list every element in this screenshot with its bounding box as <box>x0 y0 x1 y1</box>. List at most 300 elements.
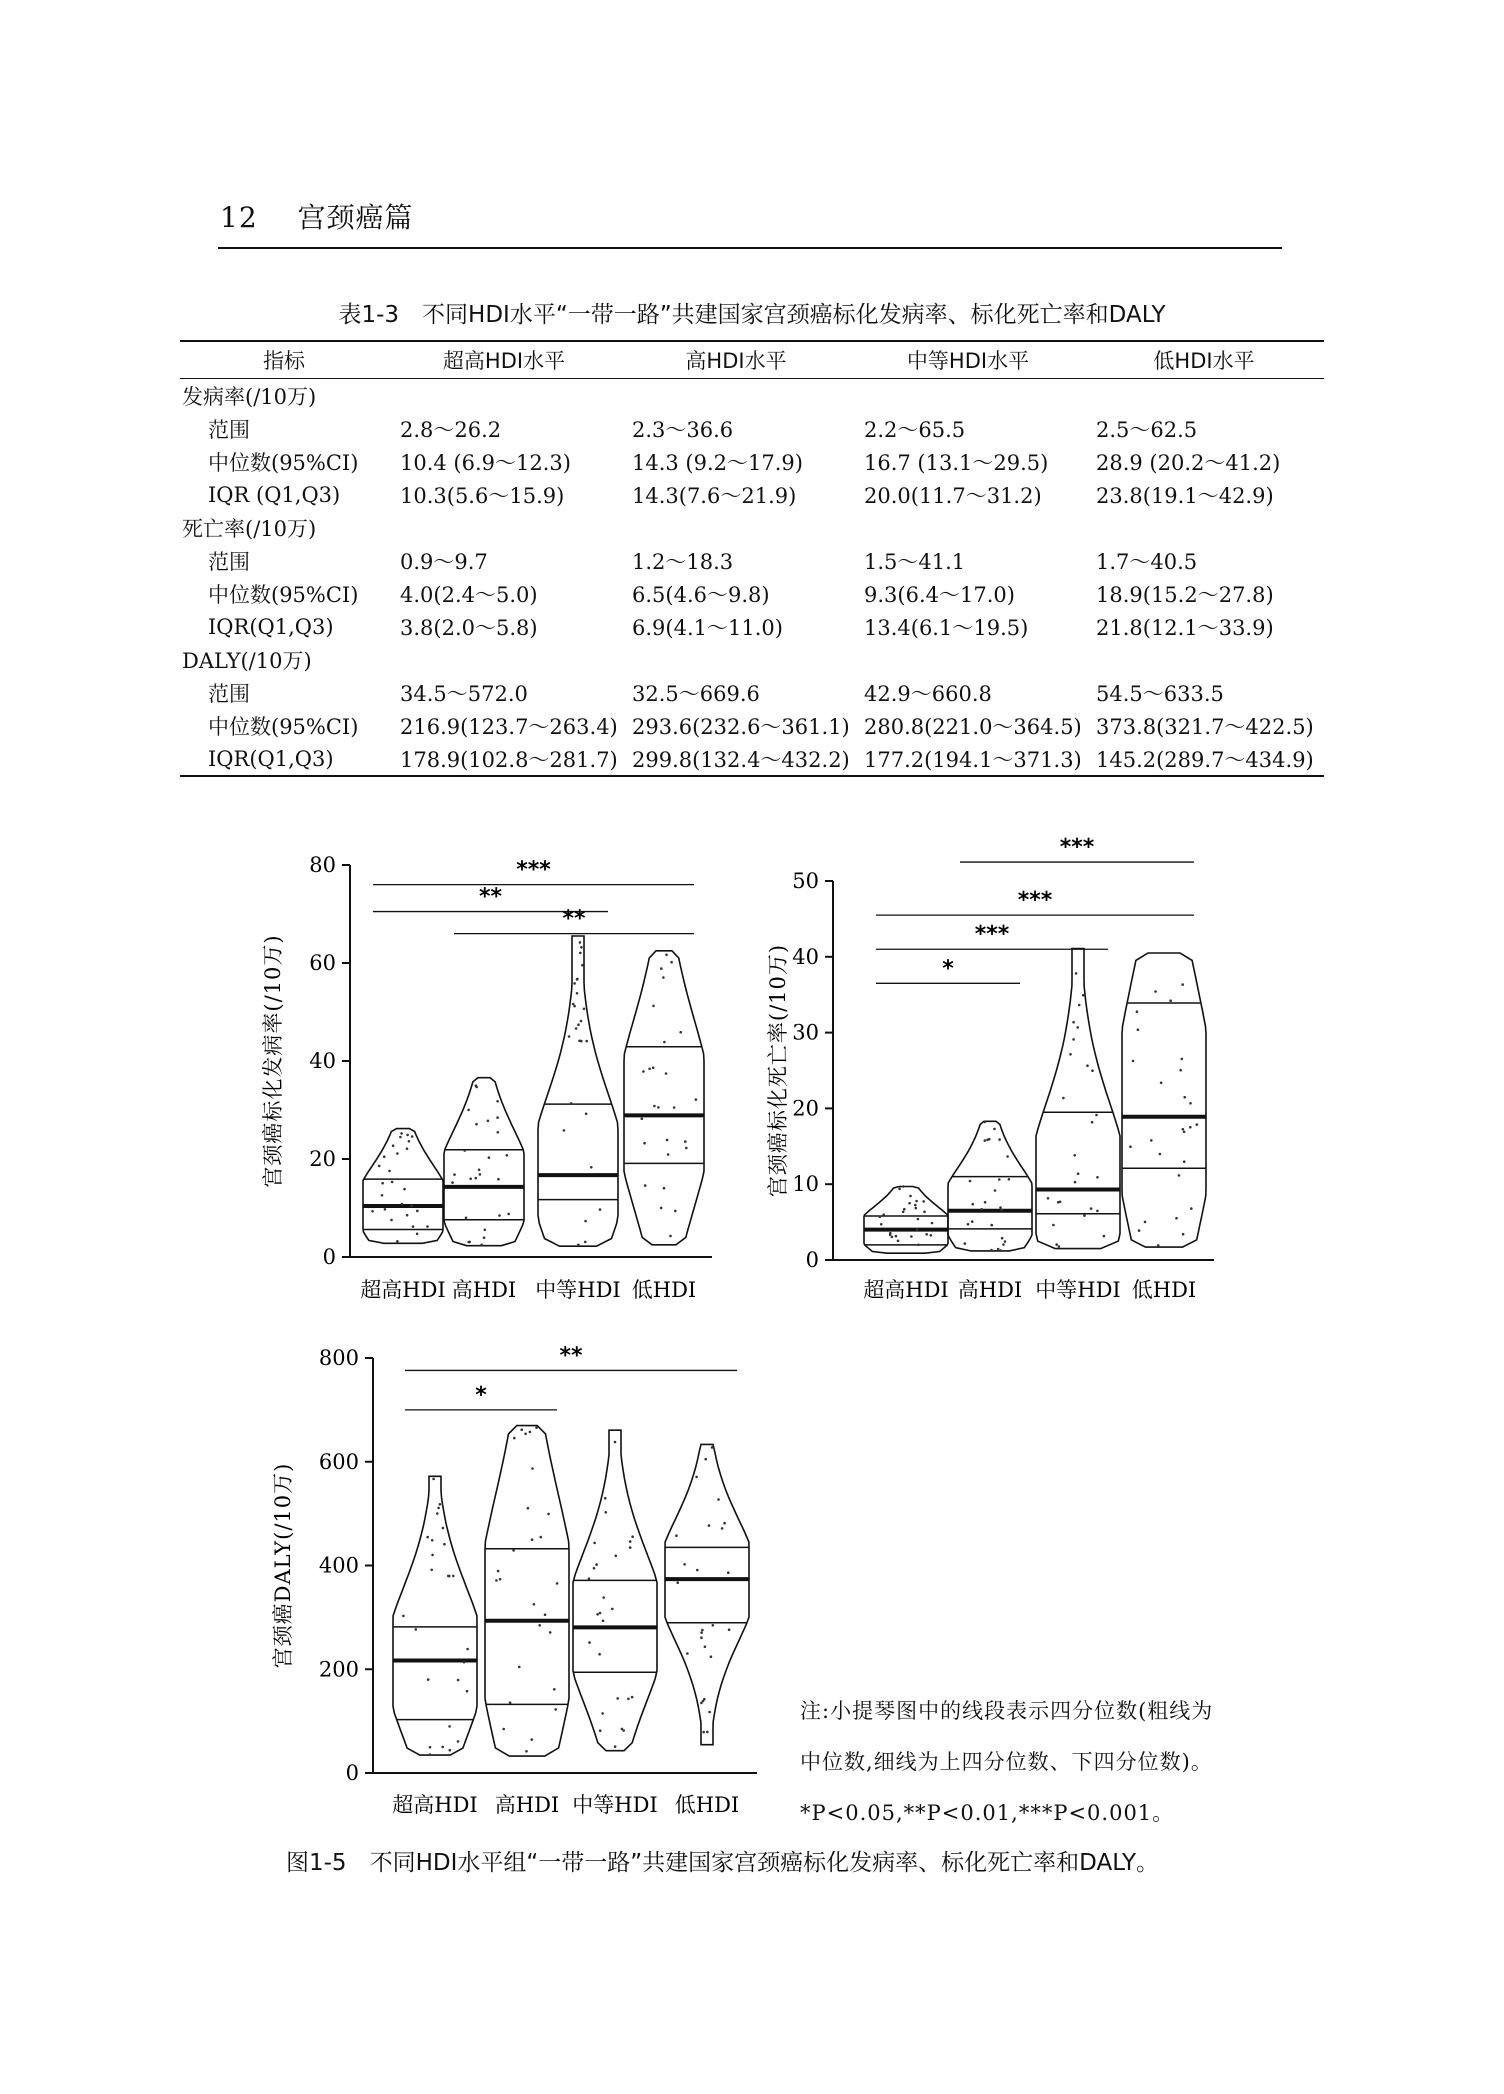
y-tick-label: 60 <box>309 951 336 975</box>
table-cell: 0.9～9.7 <box>400 549 488 574</box>
data-point <box>622 1729 625 1732</box>
data-point <box>436 1512 439 1515</box>
violin-1 <box>485 1426 569 1757</box>
table-cell: 1.2～18.3 <box>632 549 734 574</box>
row-label: 范围 <box>208 549 250 574</box>
data-point <box>1183 1131 1186 1134</box>
data-point <box>466 1648 469 1651</box>
data-point <box>593 1567 596 1570</box>
data-point <box>1096 1210 1099 1213</box>
data-point <box>429 1753 432 1756</box>
violin-3 <box>624 951 704 1245</box>
data-point <box>990 1249 993 1252</box>
data-point <box>703 1698 706 1701</box>
data-point <box>441 1746 444 1749</box>
y-tick-label: 0 <box>345 1761 359 1785</box>
data-point <box>599 1208 602 1211</box>
data-point <box>432 1478 435 1481</box>
note-line: 注:小提琴图中的线段表示四分位数(粗线为 <box>800 1699 1214 1723</box>
row-label: 发病率(/10万) <box>182 384 317 409</box>
data-point <box>1096 1176 1099 1179</box>
data-point <box>648 1068 651 1071</box>
table-cell: 299.8(132.4～432.2) <box>620 742 852 776</box>
data-point <box>487 1120 490 1123</box>
data-point <box>396 1240 399 1243</box>
data-point <box>381 1182 384 1185</box>
data-point <box>392 1144 395 1147</box>
y-tick-label: 200 <box>318 1657 359 1682</box>
table-cell: 2.8～26.2 <box>400 417 502 442</box>
data-point <box>408 1140 411 1143</box>
data-point <box>533 1603 536 1606</box>
data-point <box>576 978 579 981</box>
data-point <box>971 1203 974 1206</box>
data-point <box>554 1708 557 1711</box>
data-point <box>402 1615 405 1618</box>
data-point <box>1006 1155 1009 1158</box>
data-point <box>1095 1114 1098 1117</box>
data-point <box>1076 1026 1079 1029</box>
table-cell: 34.5～572.0 <box>400 681 528 706</box>
data-point <box>584 1241 587 1244</box>
data-point <box>631 1535 634 1538</box>
data-point <box>879 1215 882 1218</box>
table-cell: 145.2(289.7～434.9) <box>1084 742 1324 776</box>
data-point <box>925 1233 928 1236</box>
data-point <box>704 1458 707 1461</box>
y-tick-label: 40 <box>309 1049 336 1073</box>
data-point <box>1159 1153 1162 1156</box>
data-point <box>448 1725 451 1728</box>
data-point <box>388 1170 391 1173</box>
table-cell: 10.3(5.6～15.9) <box>400 483 565 508</box>
data-point <box>403 1188 406 1191</box>
figure-note <box>800 1686 1300 1839</box>
significance-label: *** <box>1017 888 1053 914</box>
data-point <box>577 1244 580 1247</box>
data-point <box>497 1570 500 1573</box>
data-point <box>723 1522 726 1525</box>
data-point <box>583 1008 586 1011</box>
data-point <box>544 1613 547 1616</box>
data-point <box>1091 1121 1094 1124</box>
data-point <box>695 1476 698 1479</box>
data-point <box>1175 1217 1178 1220</box>
data-point <box>700 1636 703 1639</box>
data-point <box>701 1629 704 1632</box>
data-point <box>581 964 584 967</box>
row-label: 范围 <box>208 417 250 442</box>
data-point <box>1078 1004 1081 1007</box>
y-tick-label: 600 <box>318 1449 359 1474</box>
data-point <box>578 1040 581 1043</box>
data-point <box>1000 1249 1003 1252</box>
data-point <box>524 1433 527 1436</box>
data-point <box>708 1524 711 1527</box>
table-cell: 293.6(232.6～361.1) <box>632 714 850 739</box>
data-point <box>553 1688 556 1691</box>
data-point <box>601 1712 604 1715</box>
data-point <box>984 1139 987 1142</box>
data-point <box>457 1679 460 1682</box>
data-point <box>910 1235 913 1238</box>
data-point <box>908 1202 911 1205</box>
data-point <box>480 1244 483 1247</box>
data-point <box>704 1645 707 1648</box>
data-point <box>475 1177 478 1180</box>
data-point <box>415 1628 418 1631</box>
data-point <box>1083 1214 1086 1217</box>
y-tick-label: 80 <box>309 853 336 877</box>
data-point <box>914 1204 917 1207</box>
data-point <box>1157 1244 1160 1247</box>
violin-0 <box>363 1129 443 1244</box>
data-point <box>665 954 668 957</box>
significance-label: * <box>942 956 954 982</box>
data-point <box>674 1210 677 1213</box>
data-point <box>563 1129 566 1132</box>
data-point <box>531 1738 534 1741</box>
data-point <box>378 1165 381 1168</box>
data-point <box>518 1666 521 1669</box>
data-point <box>670 961 673 964</box>
data-point <box>391 1181 394 1184</box>
page-number: 12 <box>220 201 258 234</box>
data-point <box>577 1023 580 1026</box>
data-point <box>685 1147 688 1150</box>
data-point <box>662 976 665 979</box>
note-line: *P<0.05,**P<0.01,***P<0.001。 <box>800 1801 1175 1825</box>
data-point <box>579 941 582 944</box>
data-point <box>721 1527 724 1530</box>
data-point <box>1138 1229 1141 1232</box>
data-point <box>484 1229 487 1232</box>
data-point <box>499 1578 502 1581</box>
data-point <box>971 1220 974 1223</box>
data-point <box>967 1223 970 1226</box>
data-point <box>604 1497 607 1500</box>
category-label: 低HDI <box>674 1793 740 1817</box>
data-point <box>1091 1069 1094 1072</box>
data-point <box>416 1210 419 1213</box>
data-point <box>627 1698 630 1701</box>
data-point <box>684 1140 687 1143</box>
data-point <box>457 1740 460 1743</box>
data-point <box>531 1467 534 1470</box>
y-tick-label: 0 <box>805 1248 819 1272</box>
data-point <box>994 1189 997 1192</box>
data-point <box>381 1194 384 1197</box>
note-line: 中位数,细线为上四分位数、下四分位数)。 <box>800 1750 1213 1774</box>
data-point <box>643 1142 646 1145</box>
data-point <box>686 1652 689 1655</box>
data-point <box>426 1536 429 1539</box>
data-point <box>711 1446 714 1449</box>
data-point <box>652 1005 655 1008</box>
category-label: 低HDI <box>1131 1278 1197 1302</box>
data-point <box>437 1507 440 1510</box>
data-point <box>384 1208 387 1211</box>
data-point <box>496 1100 499 1103</box>
data-point <box>663 1187 666 1190</box>
data-point <box>498 1214 501 1217</box>
data-point <box>580 946 583 949</box>
significance-label: *** <box>516 857 551 883</box>
data-point <box>1182 1233 1185 1236</box>
data-point <box>520 1428 523 1431</box>
data-point <box>467 1109 470 1112</box>
data-point <box>1075 972 1078 975</box>
y-tick-label: 50 <box>792 869 819 893</box>
data-point <box>916 1228 919 1231</box>
data-point <box>1196 1123 1199 1126</box>
data-point <box>602 1620 605 1623</box>
data-point <box>679 1031 682 1034</box>
y-tick-label: 20 <box>309 1147 336 1171</box>
data-point <box>509 1701 512 1704</box>
data-point <box>531 1538 534 1541</box>
chart-0 <box>261 853 712 1302</box>
row-label: 中位数(95%CI) <box>208 714 359 739</box>
data-point <box>984 1121 987 1124</box>
data-point <box>642 1070 645 1073</box>
data-point <box>931 1222 934 1225</box>
table-cell: 13.4(6.1～19.5) <box>864 615 1029 640</box>
data-point <box>576 992 579 995</box>
data-point <box>406 1134 409 1137</box>
y-tick-label: 0 <box>322 1245 336 1269</box>
data-point <box>497 1131 500 1134</box>
y-tick-label: 400 <box>318 1553 359 1578</box>
data-point <box>1103 1235 1106 1238</box>
data-point <box>593 1542 596 1545</box>
data-point <box>1047 1197 1050 1200</box>
category-label: 高HDI <box>451 1278 517 1302</box>
table-cell: 16.7 (13.1～29.5) <box>864 450 1049 475</box>
table-cell: 14.3(7.6～21.9) <box>632 483 797 508</box>
data-point <box>653 1105 656 1108</box>
violin-1 <box>948 1121 1032 1251</box>
data-point <box>573 982 576 985</box>
data-point <box>466 1690 469 1693</box>
data-point <box>1183 1096 1186 1099</box>
data-point <box>683 1563 686 1566</box>
data-point <box>605 1511 608 1514</box>
data-point <box>468 1241 471 1244</box>
violin-2 <box>1036 949 1120 1249</box>
data-point <box>984 1201 987 1204</box>
table-cell: 54.5～633.5 <box>1096 681 1224 706</box>
data-point <box>483 1236 486 1239</box>
data-point <box>416 1233 419 1236</box>
data-point <box>993 1128 996 1131</box>
data-point <box>1154 990 1157 993</box>
data-point <box>478 1169 481 1172</box>
data-point <box>1062 1097 1065 1100</box>
data-point <box>902 1211 905 1214</box>
data-point <box>512 1549 515 1552</box>
data-point <box>614 1441 617 1444</box>
data-point <box>427 1678 430 1681</box>
data-point <box>676 1581 679 1584</box>
data-point <box>980 1208 983 1211</box>
data-point <box>644 1184 647 1187</box>
table-cell: 178.9(102.8～281.7) <box>388 742 620 776</box>
table-cell: 177.2(194.1～371.3) <box>852 742 1084 776</box>
data-point <box>669 1235 672 1238</box>
data-point <box>495 1579 498 1582</box>
data-point <box>1001 1237 1004 1240</box>
data-point <box>1055 1243 1058 1246</box>
data-point <box>998 1138 1001 1141</box>
data-point <box>1072 1038 1075 1041</box>
data-point <box>710 1655 713 1658</box>
data-point <box>449 1749 452 1752</box>
data-point <box>556 1582 559 1585</box>
data-point <box>615 1555 618 1558</box>
violin-2 <box>573 1430 657 1751</box>
table-header-1: 超高HDI水平 <box>388 341 620 379</box>
data-point <box>652 1066 655 1069</box>
table-cell: 10.4 (6.9～12.3) <box>400 450 571 475</box>
data-point <box>1137 1028 1140 1031</box>
data-point <box>579 952 582 955</box>
data-point <box>572 1003 575 1006</box>
significance-label: ** <box>478 884 503 910</box>
data-point <box>411 1135 414 1138</box>
data-point <box>549 1631 552 1634</box>
data-point <box>439 1503 442 1506</box>
table-caption: 表1-3 不同HDI水平“一带一路”共建国家宫颈癌标化发病率、标化死亡率和DALY <box>338 302 1166 328</box>
data-point <box>1074 1181 1077 1184</box>
data-point <box>475 1123 478 1126</box>
data-point <box>1150 1139 1153 1142</box>
data-point <box>547 1513 550 1516</box>
data-point <box>575 1027 578 1030</box>
data-point <box>1129 1145 1132 1148</box>
data-point <box>897 1240 900 1243</box>
data-point <box>529 1431 532 1434</box>
row-label: 死亡率(/10万) <box>182 516 317 541</box>
data-point <box>895 1235 898 1238</box>
data-point <box>538 1624 541 1627</box>
table-cell: 2.3～36.6 <box>632 417 734 442</box>
category-label: 低HDI <box>631 1278 697 1302</box>
data-point <box>891 1236 894 1239</box>
data-point <box>660 967 663 970</box>
data-point <box>453 1173 456 1176</box>
data-point <box>923 1211 926 1214</box>
data-point <box>535 1426 538 1429</box>
data-point <box>1183 1160 1186 1163</box>
data-point <box>1059 1201 1062 1204</box>
y-axis-label: 宫颈癌标化发病率(/10万) <box>261 934 285 1188</box>
significance-label: *** <box>1059 835 1095 861</box>
data-point <box>696 1569 699 1572</box>
data-point <box>1086 1064 1089 1067</box>
data-point <box>728 1628 731 1631</box>
data-point <box>463 1149 466 1152</box>
violin-3 <box>665 1444 749 1744</box>
data-point <box>969 1180 972 1183</box>
data-point <box>1002 1243 1005 1246</box>
row-label: 中位数(95%CI) <box>208 450 359 475</box>
data-point <box>1077 1172 1080 1175</box>
data-point <box>588 1641 591 1644</box>
data-point <box>988 1138 991 1141</box>
data-point <box>903 1208 906 1211</box>
data-point <box>527 1507 530 1510</box>
data-point <box>902 1185 905 1188</box>
significance-label: ** <box>562 906 586 932</box>
category-label: 中等HDI <box>1035 1278 1121 1302</box>
data-point <box>452 1575 455 1578</box>
data-point <box>998 1178 1001 1181</box>
data-point <box>479 1173 482 1176</box>
data-point <box>1160 1082 1163 1085</box>
data-point <box>631 1696 634 1699</box>
data-point <box>915 1200 918 1203</box>
data-point <box>917 1244 920 1247</box>
violin-0 <box>393 1476 477 1755</box>
table-cell: 280.8(221.0～364.5) <box>864 714 1082 739</box>
data-point <box>599 1729 602 1732</box>
data-point <box>616 1697 619 1700</box>
data-point <box>1052 1224 1055 1227</box>
data-point <box>915 1207 918 1210</box>
data-point <box>568 1035 571 1038</box>
data-point <box>1190 1207 1193 1210</box>
data-point <box>1182 1128 1185 1131</box>
table-cell: 373.8(321.7～422.5) <box>1096 714 1314 739</box>
data-point <box>1178 1174 1181 1177</box>
data-point <box>727 1571 730 1574</box>
data-point <box>502 1728 505 1731</box>
category-label: 超高HDI <box>360 1278 446 1302</box>
data-point <box>588 1577 591 1580</box>
category-label: 中等HDI <box>535 1278 621 1302</box>
row-label: IQR(Q1,Q3) <box>180 742 388 776</box>
table-cell: 216.9(123.7～263.4) <box>400 714 618 739</box>
data-point <box>469 1178 472 1181</box>
data-point <box>598 1653 601 1656</box>
row-label: 范围 <box>208 681 250 706</box>
data-point <box>675 1534 678 1537</box>
data-point <box>570 1102 573 1105</box>
data-point <box>585 1113 588 1116</box>
y-tick-label: 40 <box>792 944 819 969</box>
violin-0 <box>864 1187 948 1254</box>
category-label: 超高HDI <box>863 1278 949 1302</box>
table-cell: 21.8(12.1～33.9) <box>1096 615 1274 640</box>
data-point <box>1189 1102 1192 1105</box>
data-point <box>390 1219 393 1222</box>
data-point <box>1169 999 1172 1002</box>
table-cell: 32.5～669.6 <box>632 681 760 706</box>
violin-3 <box>1122 953 1206 1247</box>
data-point <box>1069 1053 1072 1056</box>
data-point <box>497 1178 500 1181</box>
data-point <box>708 1711 711 1714</box>
data-point <box>1136 1010 1139 1013</box>
data-point <box>590 1166 593 1169</box>
data-point <box>513 1437 516 1440</box>
data-point <box>1181 983 1184 986</box>
table-header-3: 中等HDI水平 <box>852 341 1084 379</box>
row-label: DALY(/10万) <box>182 648 312 673</box>
data-point <box>406 1147 409 1150</box>
table-cell: 28.9 (20.2～41.2) <box>1096 450 1281 475</box>
